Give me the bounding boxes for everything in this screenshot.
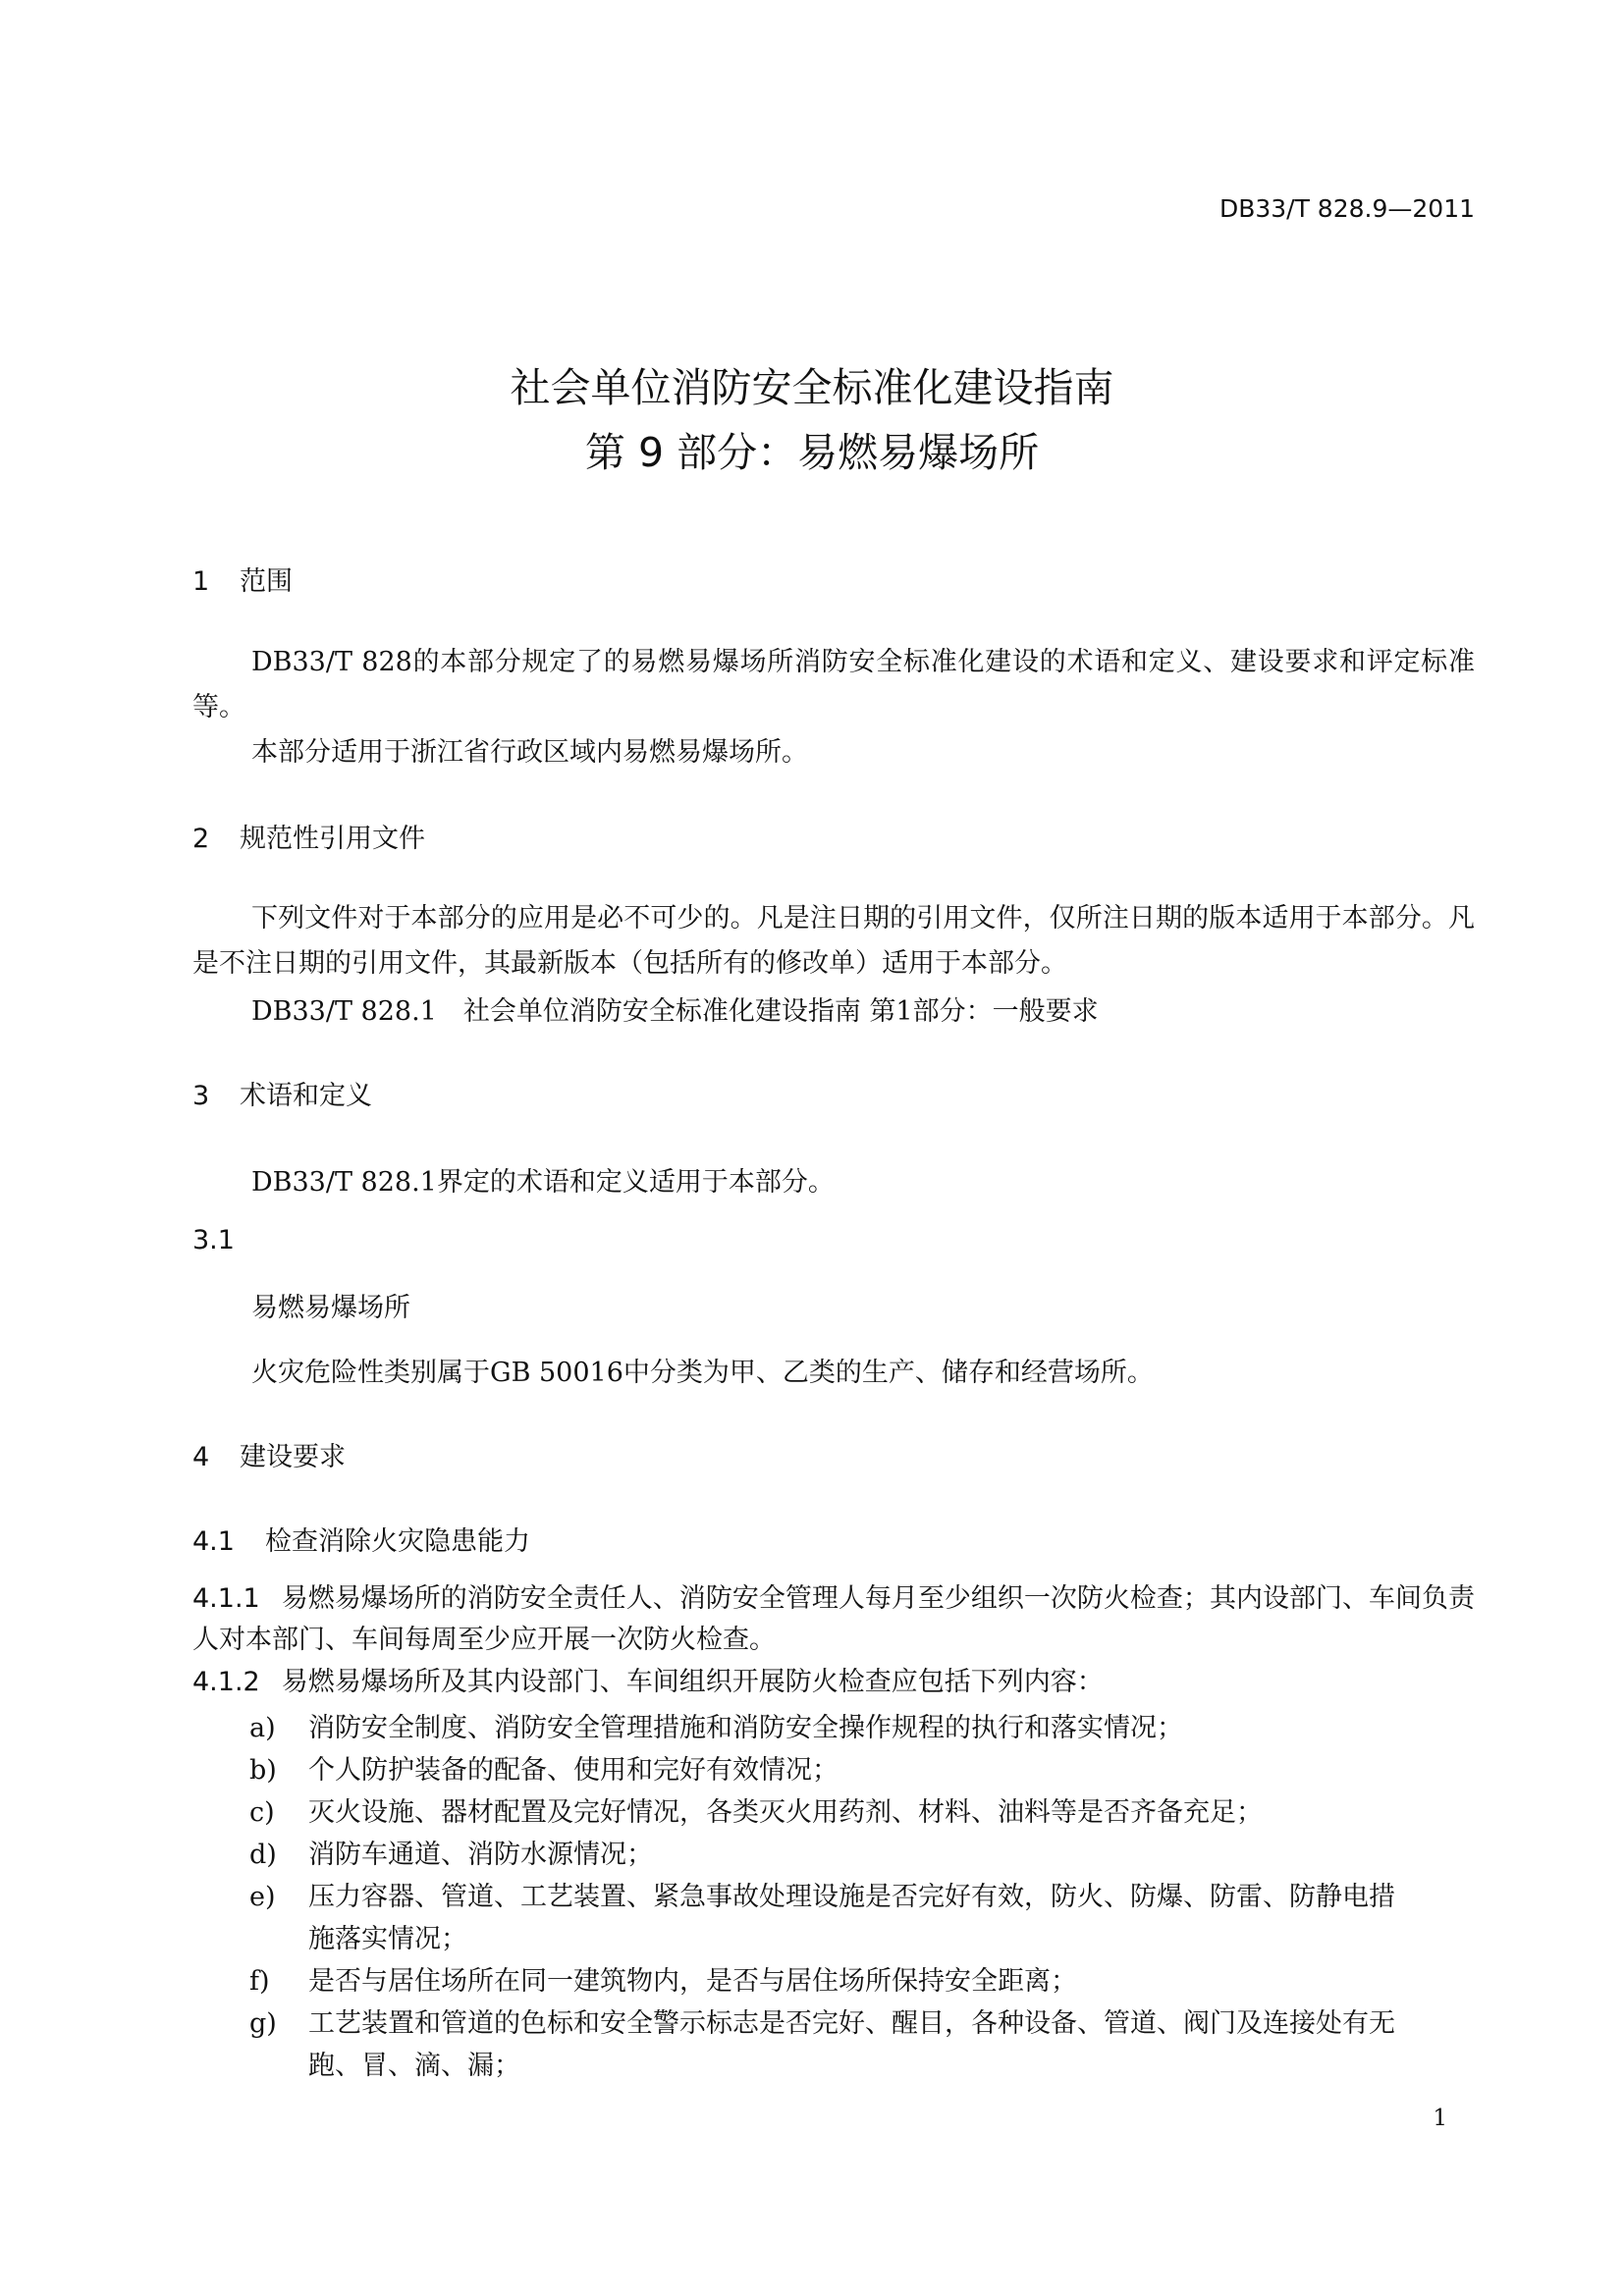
clause-4-1-2 <box>192 1662 1475 1703</box>
list-label: c) <box>249 1797 275 1828</box>
section-title: 建设要求 <box>240 1442 346 1472</box>
term-number: 3.1 <box>192 1225 235 1255</box>
list-item <box>249 1875 1395 1913</box>
list-text: 个人防护装备的配备、使用和完好有效情况； <box>308 1755 839 1786</box>
list-text: 是否与居住场所在同一建筑物内，是否与居住场所保持安全距离； <box>308 1966 1077 1997</box>
subsection-4-1-heading <box>192 1520 530 1558</box>
section-1-heading <box>192 560 293 598</box>
subsection-title: 检查消除火灾隐患能力 <box>265 1526 530 1557</box>
standard-code: DB33/T 828.9—2011 <box>1218 194 1475 223</box>
clause-number: 4.1.1 <box>192 1583 260 1614</box>
clause-text: 易燃易爆场所及其内设部门、车间组织开展防火检查应包括下列内容： <box>281 1667 1104 1697</box>
page-number: 1 <box>1433 2106 1447 2131</box>
section-3-heading <box>192 1074 372 1112</box>
paragraph: DB33/T 828.1界定的术语和定义适用于本部分。 <box>251 1167 835 1198</box>
document-subtitle: 第 9 部分：易燃易爆场所 <box>584 429 1040 476</box>
list-item <box>249 1706 1183 1744</box>
list-label: e) <box>249 1882 276 1912</box>
subsection-number: 4.1 <box>192 1526 235 1557</box>
section-number: 2 <box>192 824 210 854</box>
list-text: 工艺装置和管道的色标和安全警示标志是否完好、醒目，各种设备、管道、阀门及连接处有无 <box>308 2008 1395 2039</box>
list-label: f) <box>249 1966 270 1997</box>
clause-4-1-1 <box>192 1578 1475 1661</box>
paragraph: DB33/T 828的本部分规定了的易燃易爆场所消防安全标准化建设的术语和定义、建设要求和评定标准等。 <box>192 647 1475 722</box>
list-label: a) <box>249 1713 276 1743</box>
list-text-continued: 跑、冒、滴、漏； <box>308 2051 520 2081</box>
section-number: 4 <box>192 1442 210 1472</box>
section-number: 1 <box>192 566 210 597</box>
section-2-heading <box>192 817 425 855</box>
section-4-heading <box>192 1435 346 1473</box>
list-item <box>249 1833 653 1871</box>
reference-entry: DB33/T 828.1 社会单位消防安全标准化建设指南 第1部分：一般要求 <box>251 996 1099 1027</box>
list-label: b) <box>249 1755 277 1786</box>
list-label: d) <box>249 1840 277 1870</box>
paragraph: 下列文件对于本部分的应用是必不可少的。凡是注日期的引用文件，仅所注日期的版本适用于本部分。凡是不注日期的引用文件，其最新版本（包括所有的修改单）适用于本部分。 <box>192 903 1475 979</box>
paragraph: 本部分适用于浙江省行政区域内易燃易爆场所。 <box>251 737 808 768</box>
list-item <box>249 1748 839 1787</box>
section-title: 规范性引用文件 <box>240 824 425 854</box>
list-text: 消防车通道、消防水源情况； <box>308 1840 653 1870</box>
clause-text: 易燃易爆场所的消防安全责任人、消防安全管理人每月至少组织一次防火检查；其内设部门、车间负责人对本部门、车间每周至少应开展一次防火检查。 <box>192 1583 1475 1655</box>
list-item <box>249 1959 1077 1998</box>
list-label: g) <box>249 2008 277 2039</box>
list-text: 灭火设施、器材配置及完好情况，各类灭火用药剂、材料、油料等是否齐备充足； <box>308 1797 1263 1828</box>
section-title: 范围 <box>240 566 293 597</box>
term-name: 易燃易爆场所 <box>251 1293 410 1323</box>
list-text: 压力容器、管道、工艺装置、紧急事故处理设施是否完好有效，防火、防爆、防雷、防静电措 <box>308 1882 1395 1912</box>
section-title: 术语和定义 <box>240 1081 372 1111</box>
section-number: 3 <box>192 1081 210 1111</box>
list-item <box>249 1790 1263 1829</box>
term-definition: 火灾危险性类别属于GB 50016中分类为甲、乙类的生产、储存和经营场所。 <box>251 1358 1154 1388</box>
document-title: 社会单位消防安全标准化建设指南 <box>510 364 1114 411</box>
list-text-continued: 施落实情况； <box>308 1924 467 1954</box>
list-item <box>249 2002 1395 2040</box>
list-text: 消防安全制度、消防安全管理措施和消防安全操作规程的执行和落实情况； <box>308 1713 1183 1743</box>
clause-number: 4.1.2 <box>192 1667 260 1697</box>
